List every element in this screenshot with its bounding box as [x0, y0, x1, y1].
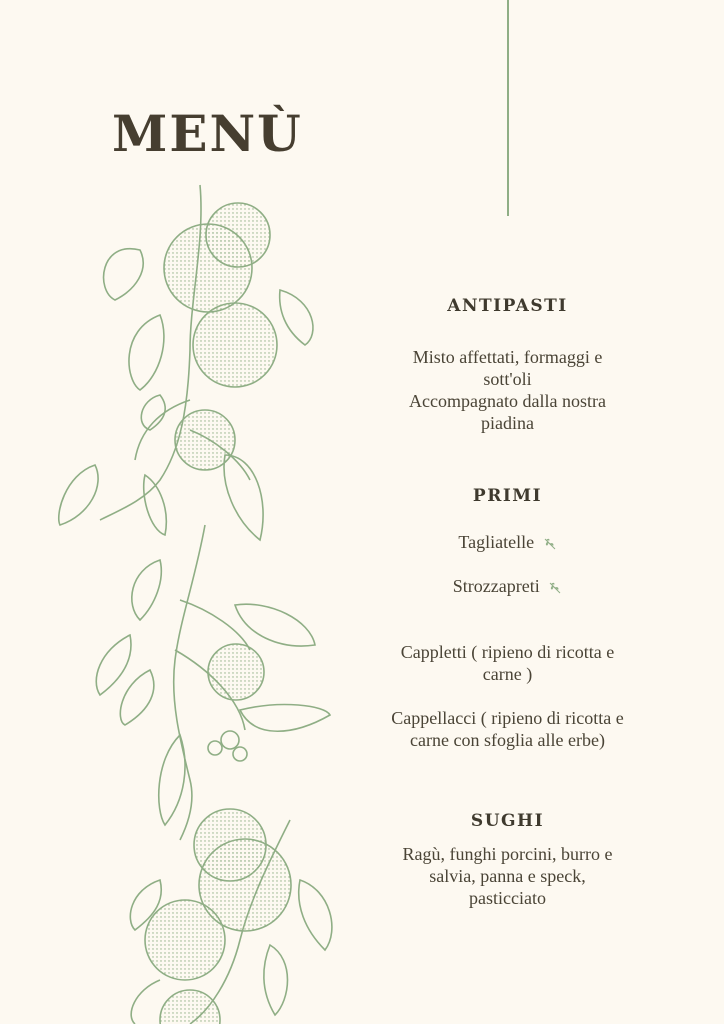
menu-item-line: Cappletti ( ripieno di ricotta e: [400, 642, 615, 662]
section-heading-antipasti: ANTIPASTI: [447, 296, 568, 316]
herb-icon: [543, 537, 557, 551]
sughi-line: Ragù, funghi porcini, burro e: [402, 844, 613, 864]
menu-item-strozzapreti: [355, 575, 660, 597]
section-heading-sughi: SUGHI: [470, 811, 545, 831]
menu-item-line: carne ): [482, 664, 533, 684]
section-heading-primi: PRIMI: [472, 486, 543, 506]
antipasti-line: sott'oli: [483, 369, 532, 389]
menu-item-label: Strozzapreti: [452, 576, 540, 596]
antipasti-line: Accompagnato dalla nostra: [409, 391, 606, 411]
menu-title: MENÙ: [112, 104, 303, 163]
menu-item-label: Tagliatelle: [458, 532, 535, 552]
sughi-line: salvia, panna e speck,: [429, 866, 586, 886]
antipasti-line: Misto affettati, formaggi e: [412, 347, 603, 367]
vertical-divider: [507, 0, 509, 216]
menu-item-line: Cappellacci ( ripieno di ricotta e: [391, 708, 624, 728]
sughi-item: [355, 843, 660, 909]
herb-icon: [548, 581, 562, 595]
antipasti-item: [355, 346, 660, 434]
menu-item-cappellacci: [355, 707, 660, 751]
antipasti-line: piadina: [481, 413, 534, 433]
botanical-illustration: [40, 180, 350, 1024]
menu-item-line: carne con sfoglia alle erbe): [410, 730, 605, 750]
menu-item-tagliatelle: [355, 531, 660, 553]
menu-item-cappletti: [355, 641, 660, 685]
sughi-line: pasticciato: [469, 888, 546, 908]
